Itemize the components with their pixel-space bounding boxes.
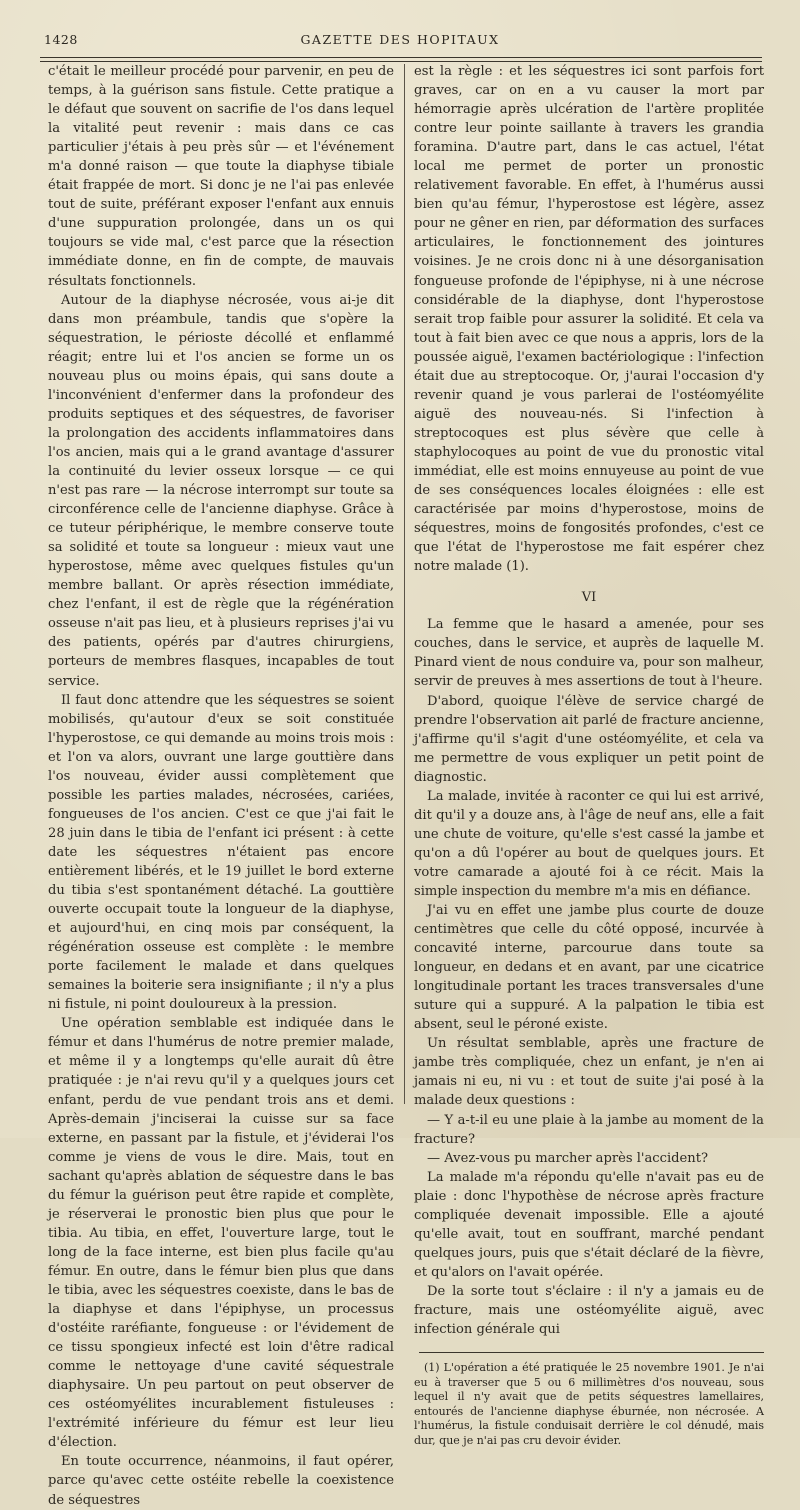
paragraph: Il faut donc attendre que les séquestres se soient mobilisés, qu'autour d'eux se soit constituée l'hyperostose, ce qui demande au moins trois mois : et l'on va alors, ouvrant une large gouttière dans l'os nouveau, évider aussi complètement que possible les parties malades, nécrosées, cariées, fongueuses de l'os ancien. C'est ce que j'ai fait le 28 juin dans le tibia de l'enfant ici présent : à cette date les séquestres n'étaient pas encore entièrement libérés, et le 19 juillet le bord externe du tibia s'est spontanément détaché. La gouttière ouverte occupait toute la longueur de la diaphyse, et aujourd'hui, en cinq mois par conséquent, la régénération osseuse est complète : le membre porte facilement le malade et dans quelques semaines la boiterie sera insignifiante ; il n'y a plus ni fistule, ni point douloureux à la pression. bbox=[48, 692, 394, 1013]
page-number: 1428 bbox=[44, 32, 78, 47]
paragraph: De la sorte tout s'éclaire : il n'y a jamais eu de fracture, mais une ostéomyélite aiguë, avec infection générale qui bbox=[414, 1283, 764, 1338]
left-column bbox=[48, 62, 394, 1510]
paragraph: Autour de la diaphyse nécrosée, vous ai-je dit dans mon préambule, tandis que s'opère la séquestration, le périoste décollé et enflammé réagit; entre lui et l'os ancien se forme un os nouveau plus ou moins épais, qui sans doute a l'inconvénient d'enfermer dans la profondeur des produits septiques et des séquestres, de favoriser la prolongation des accidents inflammatoires dans l'os ancien, mais qui a le grand avantage d'assurer la continuité du levier osseux lorsque — ce qui n'est pas rare — la nécrose interrompt sur toute sa circonférence celle de l'ancienne diaphyse. Grâce à ce tuteur périphérique, le membre conserve toute sa solidité et toute sa longueur : mieux vaut une hyperostose, même avec quelques fistules qu'un membre ballant. Or après résection immédiate, chez l'enfant, il est de règle que la régénération osseuse n'ait pas lieu, et à plusieurs reprises j'ai vu des patients, opérés par d'autres chirurgiens, porteurs de membres flasques, incapables de tout service. bbox=[48, 292, 394, 689]
footnote: (1) L'opération a été pratiquée le 25 novembre 1901. Je n'ai eu à traverser que 5 ou 6 millimètres d'os nouveau, sous lequel il n'y avait que de petits séquestres lamellaires, entourés de l'ancienne diaphyse éburnée, non nécrosée. A l'humérus, la fistule conduisait derrière le col dénudé, mais dur, que je n'ai pas cru devoir évider. bbox=[414, 1361, 764, 1447]
paragraph: La malade m'a répondu qu'elle n'avait pas eu de plaie : donc l'hypothèse de nécrose après fracture compliquée devenait impossible. Elle a ajouté qu'elle avait, tout en souffrant, marché pendant quelques jours, puis que s'était déclaré de la fièvre, et qu'alors on l'avait opérée. bbox=[414, 1169, 764, 1280]
page-header bbox=[40, 30, 760, 50]
paragraph: D'abord, quoique l'élève de service chargé de prendre l'observation ait parlé de fracture ancienne, j'affirme qu'il s'agit d'une ostéomyélite, et cela va me permettre de vous expliquer un petit point de diagnostic. bbox=[414, 693, 764, 785]
header-rule bbox=[40, 57, 762, 58]
paragraph: La femme que le hasard a amenée, pour ses couches, dans le service, et auprès de laquelle M. Pinard vient de nous conduire va, pour son malheur, servir de preuves à mes assertions de tout à l'heure. bbox=[414, 617, 764, 690]
paragraph: J'ai vu en effet une jambe plus courte de douze centimètres que celle du côté opposé, incurvée à concavité interne, parcourue dans toute sa longueur, en dedans et en avant, par une cicatrice longitudinale portant les traces transversales d'une suture qui a suppuré. A la palpation le tibia est absent, seul le péroné existe. bbox=[414, 903, 764, 1033]
right-column bbox=[414, 62, 764, 1448]
journal-title: GAZETTE DES HOPITAUX bbox=[300, 32, 500, 47]
paragraph: La malade, invitée à raconter ce qui lui est arrivé, dit qu'il y a douze ans, à l'âge de neuf ans, elle a fait une chute de voiture, qu'elle s'est cassé la jambe et qu'on a dû l'opérer au bout de quelques jours. Et votre camarade a ajouté foi à ce récit. Mais la simple inspection du membre m'a mis en défiance. bbox=[414, 788, 764, 899]
column-divider bbox=[404, 64, 405, 1104]
paragraph: est la règle : et les séquestres ici sont parfois fort graves, car on en a vu causer la mort par hémorragie après ulcération de l'artère proplitée contre leur pointe saillante à travers les grandia foramina. D'autre part, dans le cas actuel, l'état local me permet de porter un pronostic relativement favorable. En effet, à l'humérus aussi bien qu'au fémur, l'hyperostose est légère, assez pour ne gêner en rien, par déformation des surfaces articulaires, le fonctionnement des jointures voisines. Je ne crois donc ni à une désorganisation fongueuse profonde de l'épiphyse, ni à une nécrose considérable de la diaphyse, dont l'hyperostose serait trop faible pour assurer la solidité. Et cela va tout à fait bien avec ce que nous a appris, lors de la poussée aiguë, l'examen bactériologique : l'infection était due au streptocoque. Or, j'aurai l'occasion d'y revenir quand je vous parlerai de l'ostéomyélite aiguë des nouveau-nés. Si l'infection à streptocoques est plus sévère que celle à staphylocoques au point de vue du pronostic vital immédiat, elle est moins ennuyeuse au point de vue de ses conséquences locales éloignées : elle est caractérisée par moins d'hyperostose, moins de séquestres, moins de fongosités profondes, c'est ce que l'état de l'hyperostose me fait espérer chez notre malade (1). bbox=[414, 64, 764, 575]
paragraph: — Avez-vous pu marcher après l'accident? bbox=[427, 1150, 709, 1166]
section-heading: VI bbox=[581, 590, 597, 606]
paragraph: c'était le meilleur procédé pour parvenir, en peu de temps, à la guérison sans fistule. Cette pratique a le défaut que souvent on sacrifie de l'os dans lequel la vitalité peut revenir : mais dans ce cas particulier j'étais à peu près sûr — et l'événement m'a donné raison — que toute la diaphyse tibiale était frappée de mort. Si donc je ne l'ai pas enlevée tout de suite, préférant exposer l'enfant aux ennuis d'une suppuration prolongée, dans un os qui toujours se vide mal, c'est parce que la résection immédiate donne, en fin de compte, de mauvais résultats fonctionnels. bbox=[48, 64, 394, 289]
paragraph: Une opération semblable est indiquée dans le fémur et dans l'humérus de notre premier malade, et même il y a longtemps qu'elle aurait dû être pratiquée : je n'ai revu qu'il y a quelques jours cet enfant, perdu de vue pendant trois ans et demi. Après-demain j'inciserai la cuisse sur sa face externe, en passant par la fistule, et j'éviderai l'os comme je viens de vous le dire. Mais, tout en sachant qu'après ablation de séquestre dans le bas du fémur la guérison peut être rapide et complète, je réserverai le pronostic bien plus que pour le tibia. Au tibia, en effet, l'ouverture large, tout le long de la face interne, est bien plus facile qu'au fémur. En outre, dans le fémur bien plus que dans le tibia, avec les séquestres coexiste, dans le bas de la diaphyse et dans l'épiphyse, un processus d'ostéite raréfiante, fongueuse : or l'évidement de ce tissu spongieux infecté est loin d'être radical comme le nettoyage d'une cavité séquestrale diaphysaire. Un peu partout on peut observer de ces ostéomyélites incurablement fistuleuses : l'extrémité inférieure du fémur est leur lieu d'élection. bbox=[48, 1016, 394, 1451]
paragraph: Un résultat semblable, après une fracture de jambe très compliquée, chez un enfant, je n'en ai jamais ni eu, ni vu : et tout de suite j'ai posé à la malade deux questions : bbox=[414, 1036, 764, 1109]
paragraph: En toute occurrence, néanmoins, il faut opérer, parce qu'avec cette ostéite rebelle la coexistence de séquestres bbox=[48, 1454, 394, 1508]
footnote-rule bbox=[419, 1352, 764, 1353]
paragraph: — Y a-t-il eu une plaie à la jambe au moment de la fracture? bbox=[414, 1112, 764, 1147]
